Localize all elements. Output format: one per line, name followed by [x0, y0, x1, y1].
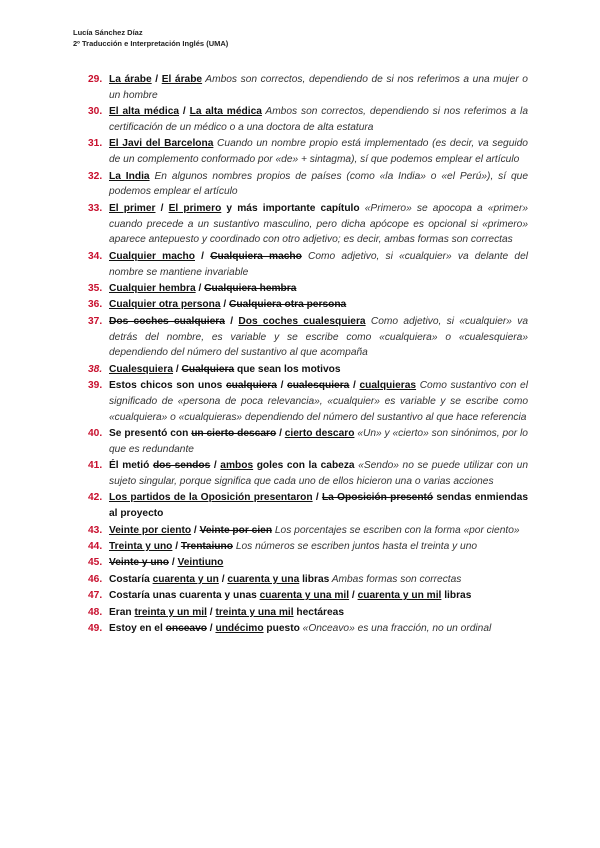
list-item — [88, 104, 528, 136]
list-item — [88, 169, 528, 201]
list-item — [88, 201, 528, 248]
item-number: 48. — [88, 606, 103, 618]
comment-text: Ambas formas son correctas — [329, 573, 462, 585]
item-number: 45. — [88, 557, 103, 569]
sentence-text: y más importante capítulo — [221, 202, 360, 214]
comment-text: Ambos son correctos, dependiendo de si nos referimos a una mujer o un hombre — [109, 74, 528, 101]
sentence-text: / — [276, 380, 288, 392]
incorrect-form: La Oposición presentó — [321, 492, 434, 504]
comment-text: Los porcentajes se escriben con la forma «por ciento» — [272, 524, 520, 536]
item-number: 40. — [88, 428, 103, 440]
sentence-text: / — [155, 202, 169, 214]
correct-form: El Javi del Barcelona — [109, 138, 214, 150]
correct-form: Cualquier macho — [109, 250, 195, 262]
sentence-text: / — [220, 299, 230, 311]
course-name: 2º Traducción e Interpretación Inglés (UMA) — [73, 38, 229, 48]
sentence-text: Eran — [109, 606, 135, 618]
sentence-text: / — [172, 541, 181, 553]
incorrect-form: cualesquiera — [287, 380, 350, 392]
item-number: 32. — [88, 170, 103, 182]
correct-form: Treinta y uno — [109, 541, 173, 553]
correct-form: cuarenta y un mil — [357, 590, 442, 602]
sentence-text: libras — [441, 590, 472, 602]
correct-form: La árabe — [109, 74, 152, 85]
list-item — [88, 281, 528, 297]
item-number: 30. — [88, 106, 103, 118]
sentence-text: Estoy en el — [109, 622, 166, 634]
comment-text: Cuando un nombre propio está implementado (es decir, va seguido de un complemento conformado por «de» + sintagma), sí que podemos emplear el artículo — [109, 138, 528, 166]
comment-text: «Onceavo» es una fracción, no un ordinal — [299, 622, 492, 634]
sentence-text: / — [349, 590, 358, 602]
comment-text: Como sustantivo con el significado de «persona de poca relevancia», «cualquier» es variable y se escribe como «cualquiera» o «cualquieras» dependiendo del número del sustantivo al que hace referencia — [109, 380, 528, 423]
item-number: 49. — [88, 622, 103, 634]
correct-form: undécimo — [215, 622, 264, 634]
item-number: 34. — [88, 250, 103, 262]
list-item — [88, 72, 528, 104]
list-item — [88, 588, 528, 604]
list-item — [88, 555, 528, 571]
sentence-text: Se presentó con — [109, 428, 192, 440]
correct-form: La alta médica — [189, 106, 262, 118]
list-item — [88, 249, 528, 281]
correct-form: cuarenta y una mil — [259, 590, 350, 602]
correct-form: El alta médica — [109, 106, 180, 118]
incorrect-form: Cualquiera hembra — [204, 282, 297, 294]
author-name: Lucía Sánchez Díaz — [73, 28, 143, 37]
incorrect-form: Dos coches cualquiera — [109, 315, 225, 327]
comment-text: Como adjetivo, si «cualquier» va delante del nombre se mantiene invariable — [109, 250, 528, 278]
item-number: 46. — [88, 573, 103, 585]
comment-text: Los números se escriben juntos hasta el treinta y uno — [232, 541, 478, 553]
sentence-text: / — [179, 106, 190, 118]
sentence-text: libras — [299, 573, 330, 585]
item-number: 37. — [88, 315, 103, 327]
correct-form: Los partidos de la Oposición presentaron — [109, 492, 313, 504]
sentence-text: hectáreas — [293, 606, 344, 618]
list-item — [88, 314, 528, 361]
comment-text: Ambos son correctos, dependiendo si nos referimos a la certificación de un médico o a una doctora de alta estatura — [109, 106, 528, 133]
correct-form: cuarenta y un — [152, 573, 219, 585]
sentence-text: / — [195, 250, 211, 262]
list-item — [88, 621, 528, 637]
item-number: 29. — [88, 74, 103, 85]
list-item — [88, 362, 528, 378]
correct-form: cualquieras — [359, 380, 417, 392]
comment-text: Como adjetivo, si «cualquier» va detrás del nombre, es variable y se escribe como «cualquiera» o «cualesquiera» dependiendo del número del sustantivo al que acompaña — [109, 315, 529, 359]
correct-form: Cualquier otra persona — [109, 299, 221, 311]
incorrect-form: Cualquiera macho — [210, 250, 302, 262]
list-item — [88, 378, 528, 425]
sentence-text: puesto — [263, 622, 300, 634]
correct-form: Cualquier hembra — [109, 282, 196, 294]
correct-form: cierto descaro — [284, 428, 355, 440]
correct-form: ambos — [220, 460, 254, 472]
list-item — [88, 572, 528, 588]
sentence-text: / — [172, 363, 182, 375]
correct-form: treinta y una mil — [215, 606, 294, 618]
item-number: 41. — [88, 460, 103, 472]
correct-form: Veinte por ciento — [109, 524, 192, 536]
item-number: 36. — [88, 299, 103, 311]
correct-form: treinta y un mil — [134, 606, 207, 618]
item-number: 38. — [88, 363, 103, 375]
item-number: 47. — [88, 590, 103, 602]
comment-text: «Un» y «cierto» son sinónimos, por lo que es redundante — [109, 428, 528, 455]
item-number: 39. — [88, 380, 103, 392]
exercise-list — [88, 72, 528, 637]
list-item — [88, 458, 528, 490]
correct-form: El primero — [168, 202, 222, 214]
item-number: 44. — [88, 541, 103, 553]
comment-text: «Sendo» no se puede utilizar con un sujeto singular, porque significa que cada uno de ellos hicieron una o varias acciones — [109, 460, 529, 488]
sentence-text: / — [218, 573, 228, 585]
sentence-text: / — [195, 282, 205, 294]
sentence-text: / — [191, 524, 200, 536]
sentence-text: Costaría unas cuarenta y unas — [109, 590, 260, 602]
sentence-text: / — [206, 622, 216, 634]
sentence-text: / — [210, 460, 221, 472]
incorrect-form: Cualquiera otra persona — [229, 299, 347, 311]
list-item — [88, 523, 528, 539]
item-number: 42. — [88, 492, 103, 504]
list-item — [88, 136, 528, 168]
item-number: 43. — [88, 524, 103, 536]
item-number: 31. — [88, 138, 103, 150]
comment-text: En algunos nombres propios de países (como «la India» o «el Perú»), sí que podemos emplear el artículo — [109, 170, 528, 198]
sentence-text: / — [169, 557, 178, 569]
list-item — [88, 426, 528, 458]
incorrect-form: dos sendos — [152, 460, 211, 472]
sentence-text: / — [312, 492, 322, 504]
sentence-text: / — [276, 428, 285, 440]
sentence-text: Estos chicos son unos — [109, 380, 226, 392]
correct-form: cuarenta y una — [227, 573, 300, 585]
sentence-text: / — [224, 315, 239, 327]
sentence-text: goles con la cabeza — [253, 460, 355, 472]
item-number: 33. — [88, 202, 103, 214]
incorrect-form: Cualquiera — [181, 363, 235, 375]
correct-form: Veintiuno — [177, 557, 224, 569]
sentence-text: Él metió — [109, 460, 153, 472]
document-header — [73, 28, 228, 49]
sentence-text: / — [349, 380, 360, 392]
correct-form: Cualesquiera — [109, 363, 173, 375]
list-item — [88, 490, 528, 522]
sentence-text: / — [206, 606, 216, 618]
incorrect-form: cualquiera — [225, 380, 277, 392]
correct-form: El árabe — [161, 74, 203, 85]
incorrect-form: un cierto descaro — [191, 428, 277, 440]
sentence-text: que sean los motivos — [234, 363, 341, 375]
list-item — [88, 539, 528, 555]
sentence-text: sendas enmiendas al proyecto — [109, 492, 528, 520]
incorrect-form: Veinte por cien — [199, 524, 273, 536]
correct-form: Dos coches cualesquiera — [238, 315, 366, 327]
correct-form: El primer — [109, 202, 156, 214]
list-item — [88, 605, 528, 621]
incorrect-form: onceavo — [165, 622, 207, 634]
incorrect-form: Veinte y uno — [109, 557, 170, 569]
comment-text: «Primero» se apocopa a «primer» cuando precede a un sustantivo masculino, pero dicha apócope es opcional si «primero» aparece antepuesto y coordinado con otro adjetivo; es decir, ambas formas son correctas — [109, 202, 529, 246]
item-number: 35. — [88, 282, 103, 294]
list-item — [88, 297, 528, 313]
sentence-text: / — [151, 74, 162, 85]
sentence-text: Costaría — [109, 573, 153, 585]
correct-form: La India — [109, 170, 150, 182]
incorrect-form: Trentaiuno — [180, 541, 233, 553]
